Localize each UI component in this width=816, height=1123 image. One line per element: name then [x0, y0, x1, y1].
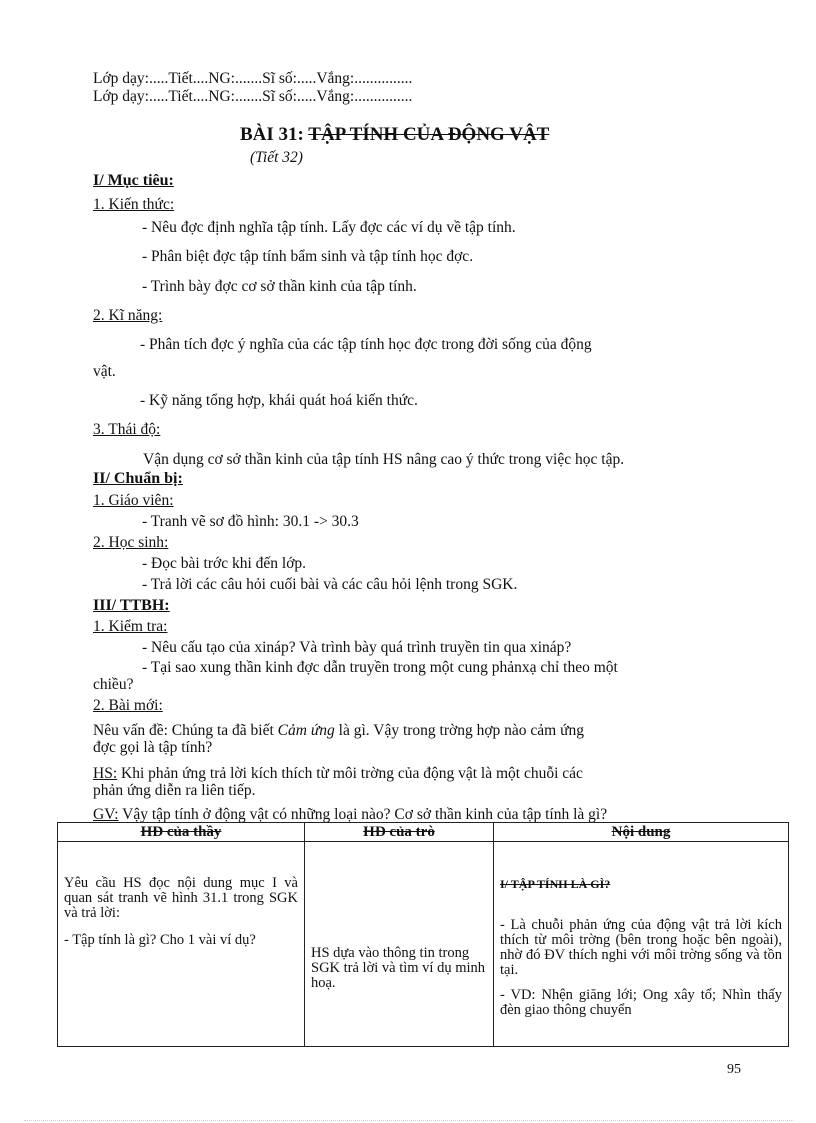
table-row: [58, 842, 789, 1047]
class-info-line-2: Lớp dạy:.....Tiết....NG:.......Sĩ số:.....Vắng:...............: [93, 88, 413, 105]
lesson-title-prefix: BÀI 31:: [240, 124, 309, 145]
check-question-2a: - Tại sao xung thần kinh đợc dẫn truyền trong một cung phảnxạ chỉ theo một: [142, 659, 618, 676]
knowledge-item-1: - Nêu đợc định nghĩa tập tính. Lấy đợc các ví dụ về tập tính.: [142, 219, 516, 236]
skill-item-1b: vật.: [93, 363, 116, 380]
student-prep-item-2: - Trả lời các câu hỏi cuối bài và các câu hỏi lệnh trong SGK.: [142, 576, 518, 593]
check-question-2b: chiều?: [93, 676, 134, 693]
teacher-prep-heading: 1. Giáo viên:: [93, 492, 174, 509]
section-objectives-heading: I/ Mục tiêu:: [93, 172, 174, 189]
lesson-activity-table: [57, 822, 789, 1047]
intro-post: là gì. Vậy trong trờng hợp nào cảm ứng: [334, 722, 585, 739]
teacher-activity-cell: [58, 842, 305, 1047]
hs-text-a: Khi phản ứng trả lời kích thích từ môi trờng của động vật là một chuỗi các: [117, 765, 583, 782]
footer-divider: [24, 1120, 794, 1121]
skills-heading: 2. Kĩ năng:: [93, 307, 163, 324]
content-heading: I/ TẬP TÍNH LÀ GÌ?: [500, 877, 611, 891]
knowledge-item-2: - Phân biệt đợc tập tính bẩm sinh và tập tính học đợc.: [142, 248, 474, 265]
header-student-activity: HĐ của trò: [305, 823, 494, 842]
content-cell: [494, 842, 789, 1047]
header-teacher-activity: HĐ của thầy: [58, 823, 305, 842]
header-content: Nội dung: [494, 823, 789, 842]
student-prep-heading: 2. Học sinh:: [93, 534, 169, 551]
gv-label: GV:: [93, 806, 119, 823]
teacher-prep-item: - Tranh vẽ sơ đồ hình: 30.1 -> 30.3: [142, 513, 359, 530]
knowledge-item-3: - Trình bày đợc cơ sở thần kinh của tập tính.: [142, 278, 417, 295]
gv-text: Vậy tập tính ở động vật có những loại nào? Cơ sở thần kinh của tập tính là gì?: [118, 806, 608, 823]
knowledge-heading: 1. Kiến thức:: [93, 196, 175, 213]
check-heading: 1. Kiểm tra:: [93, 618, 168, 635]
attitude-heading: 3. Thái độ:: [93, 421, 161, 438]
lesson-title-main: TẬP TÍNH CỦA ĐỘNG VẬT: [308, 124, 550, 145]
hs-line-a: [93, 765, 583, 783]
teacher-activity-text-1: Yêu cầu HS đọc nội dung mục I và quan sát tranh vẽ hình 31.1 trong SGK và trả lời:: [64, 875, 298, 921]
page-number: 95: [727, 1062, 741, 1077]
section-preparation-heading: II/ Chuẩn bị:: [93, 470, 183, 487]
check-question-1: - Nêu cấu tạo của xináp? Và trình bày quá trình truyền tin qua xináp?: [142, 639, 572, 656]
class-info-line-1: Lớp dạy:.....Tiết....NG:.......Sĩ số:.....Vắng:...............: [93, 70, 413, 87]
content-definition: - Là chuỗi phản ứng của động vật trả lời kích thích từ môi trờng (bên trong hoặc bên ngoài), nhờ đó ĐV thích nghi với môi trờng sống và tồn tại.: [500, 917, 782, 978]
content-example: - VD: Nhện giăng lới; Ong xây tổ; Nhìn thấy đèn giao thông chuyển: [500, 987, 782, 1018]
intro-line-a: [93, 722, 584, 740]
lesson-title: [240, 124, 549, 146]
skill-item-1a: - Phân tích đợc ý nghĩa của các tập tính học đợc trong đời sống của động: [140, 336, 592, 353]
intro-emphasis: Cảm ứng: [277, 722, 335, 739]
attitude-text: Vận dụng cơ sở thần kinh của tập tính HS nâng cao ý thức trong việc học tập.: [143, 451, 625, 468]
intro-line-b: đợc gọi là tập tính?: [93, 739, 213, 756]
skill-item-2: - Kỹ năng tổng hợp, khái quát hoá kiến thức.: [140, 392, 418, 409]
hs-line-b: phản ứng diễn ra liên tiếp.: [93, 782, 256, 799]
hs-label: HS:: [93, 765, 118, 782]
student-activity-cell: [305, 842, 494, 1047]
table-header-row: [58, 823, 789, 842]
student-activity-text: HS dựa vào thông tin trong SGK trả lời và tìm ví dụ minh hoạ.: [311, 945, 486, 991]
section-procedure-heading: III/ TTBH:: [93, 597, 170, 614]
new-lesson-heading: 2. Bài mới:: [93, 697, 163, 714]
student-prep-item-1: - Đọc bài trớc khi đến lớp.: [142, 555, 307, 572]
intro-pre: Nêu vấn đề: Chúng ta đã biết: [93, 722, 278, 739]
lesson-subtitle: (Tiết 32): [250, 149, 303, 166]
teacher-activity-text-2: - Tập tính là gì? Cho 1 vài ví dụ?: [64, 932, 256, 948]
